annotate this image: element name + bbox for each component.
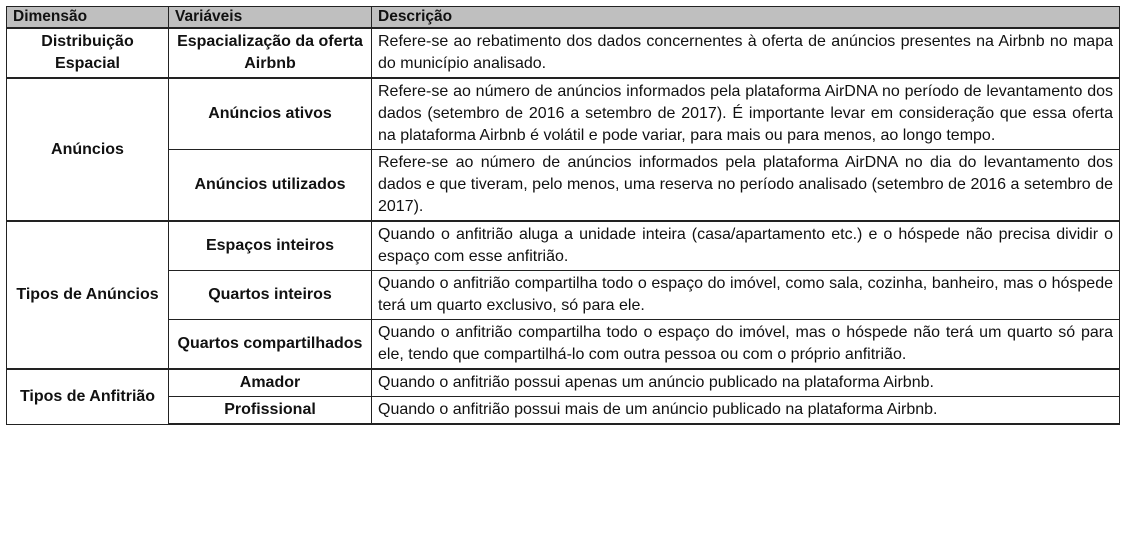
- table-row: [7, 150, 1120, 222]
- variable-cell: Amador: [169, 369, 372, 397]
- table-row: [7, 221, 1120, 271]
- header-description: Descrição: [372, 7, 1120, 29]
- variable-cell: Anúncios ativos: [169, 78, 372, 150]
- variable-cell: Quartos inteiros: [169, 271, 372, 320]
- header-variables: Variáveis: [169, 7, 372, 29]
- description-cell: Refere-se ao número de anúncios informados pela plataforma AirDNA no período de levantamento dos dados (setembro de 2016 a setembro de 2017). É importante levar em consideração que essa oferta na plataforma Airbnb é volátil e pode variar, para mais ou para menos, ao longo tempo.: [372, 78, 1120, 150]
- dimension-cell: Anúncios: [7, 78, 169, 221]
- description-cell: Quando o anfitrião aluga a unidade inteira (casa/apartamento etc.) e o hóspede não precisa dividir o espaço com esse anfitrião.: [372, 221, 1120, 271]
- table-row: [7, 28, 1120, 78]
- variable-cell: Anúncios utilizados: [169, 150, 372, 222]
- table-row: [7, 369, 1120, 397]
- header-dimension: Dimensão: [7, 7, 169, 29]
- table-row: [7, 271, 1120, 320]
- description-cell: Quando o anfitrião compartilha todo o espaço do imóvel, mas o hóspede não terá um quarto só para ele, tendo que compartilhá-lo com outra pessoa ou com o próprio anfitrião.: [372, 320, 1120, 370]
- dimension-cell: Distribuição Espacial: [7, 28, 169, 78]
- variables-table: [6, 6, 1120, 425]
- table-row: [7, 78, 1120, 150]
- description-cell: Refere-se ao número de anúncios informados pela plataforma AirDNA no dia do levantamento dos dados e que tiveram, pelo menos, uma reserva no período analisado (setembro de 2016 a setembro de 2017).: [372, 150, 1120, 222]
- table-row: [7, 397, 1120, 425]
- description-cell: Quando o anfitrião possui mais de um anúncio publicado na plataforma Airbnb.: [372, 397, 1120, 425]
- description-cell: Quando o anfitrião possui apenas um anúncio publicado na plataforma Airbnb.: [372, 369, 1120, 397]
- variable-cell: Profissional: [169, 397, 372, 425]
- description-cell: Refere-se ao rebatimento dos dados concernentes à oferta de anúncios presentes na Airbnb no mapa do município analisado.: [372, 28, 1120, 78]
- variable-cell: Espacialização da oferta Airbnb: [169, 28, 372, 78]
- variable-cell: Quartos compartilhados: [169, 320, 372, 370]
- table-row: [7, 320, 1120, 370]
- dimension-cell: Tipos de Anfitrião: [7, 369, 169, 424]
- variable-cell: Espaços inteiros: [169, 221, 372, 271]
- description-cell: Quando o anfitrião compartilha todo o espaço do imóvel, como sala, cozinha, banheiro, mas o hóspede terá um quarto exclusivo, só para ele.: [372, 271, 1120, 320]
- table-header-row: [7, 7, 1120, 29]
- dimension-cell: Tipos de Anúncios: [7, 221, 169, 369]
